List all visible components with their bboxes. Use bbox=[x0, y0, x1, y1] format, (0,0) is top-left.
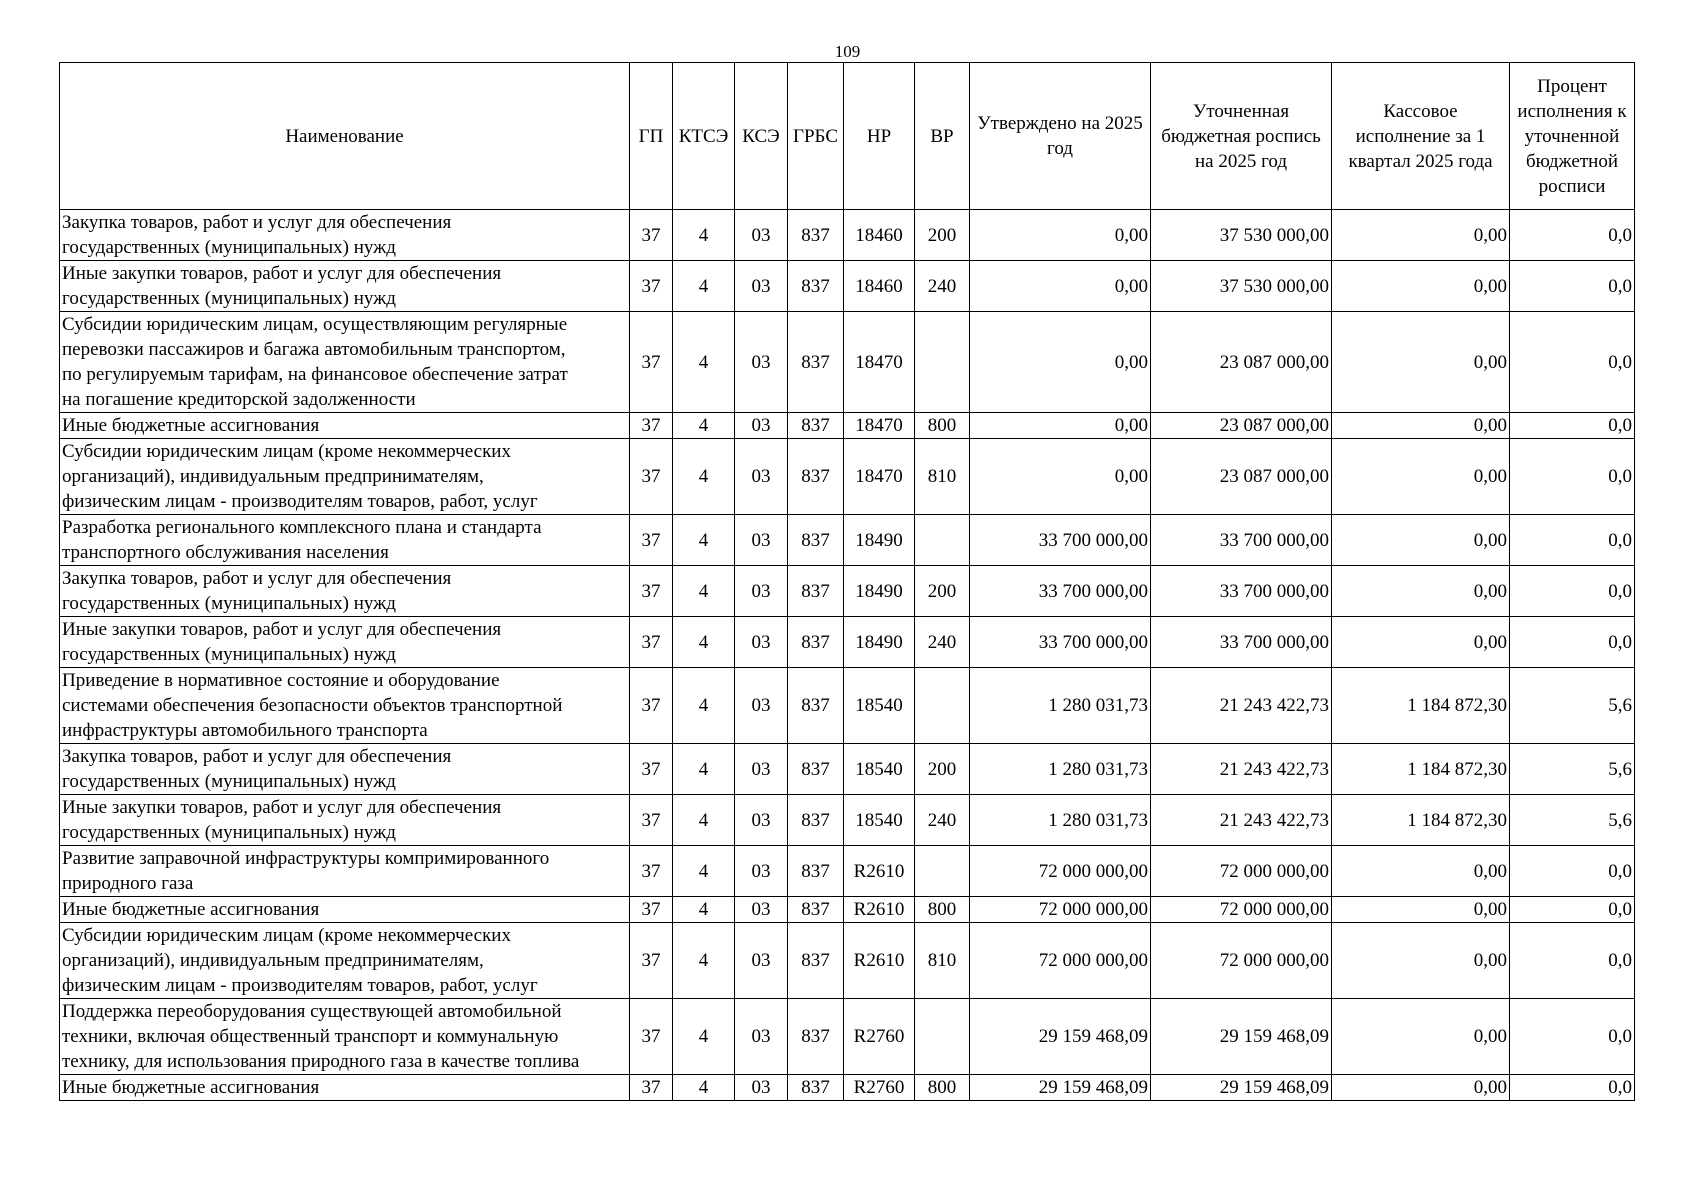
cell-vr: 800 bbox=[915, 413, 970, 439]
cell-cash: 0,00 bbox=[1332, 923, 1510, 999]
cell-ktse: 4 bbox=[673, 1075, 735, 1101]
cell-approved: 33 700 000,00 bbox=[970, 515, 1151, 566]
cell-cash: 0,00 bbox=[1332, 897, 1510, 923]
cell-kse: 03 bbox=[735, 999, 788, 1075]
cell-grbs: 837 bbox=[788, 897, 844, 923]
cell-vr: 200 bbox=[915, 210, 970, 261]
cell-name: Иные закупки товаров, работ и услуг для обеспечения государственных (муниципальных) нужд bbox=[60, 795, 630, 846]
cell-approved: 72 000 000,00 bbox=[970, 846, 1151, 897]
table-header-row bbox=[60, 63, 1635, 210]
cell-approved: 1 280 031,73 bbox=[970, 795, 1151, 846]
cell-cash: 0,00 bbox=[1332, 566, 1510, 617]
cell-nr: 18540 bbox=[844, 744, 915, 795]
cell-ktse: 4 bbox=[673, 744, 735, 795]
cell-grbs: 837 bbox=[788, 566, 844, 617]
cell-kse: 03 bbox=[735, 846, 788, 897]
cell-percent: 0,0 bbox=[1510, 261, 1635, 312]
cell-ktse: 4 bbox=[673, 897, 735, 923]
cell-gp: 37 bbox=[630, 897, 673, 923]
cell-ktse: 4 bbox=[673, 999, 735, 1075]
header-ktse: КТСЭ bbox=[673, 63, 735, 210]
cell-ktse: 4 bbox=[673, 795, 735, 846]
cell-kse: 03 bbox=[735, 515, 788, 566]
cell-vr: 240 bbox=[915, 261, 970, 312]
cell-gp: 37 bbox=[630, 795, 673, 846]
cell-nr: 18460 bbox=[844, 210, 915, 261]
cell-kse: 03 bbox=[735, 566, 788, 617]
cell-nr: 18490 bbox=[844, 566, 915, 617]
cell-ktse: 4 bbox=[673, 210, 735, 261]
table-row bbox=[60, 261, 1635, 312]
table-row bbox=[60, 566, 1635, 617]
cell-name: Разработка регионального комплексного плана и стандарта транспортного обслуживания населения bbox=[60, 515, 630, 566]
cell-grbs: 837 bbox=[788, 413, 844, 439]
cell-kse: 03 bbox=[735, 923, 788, 999]
cell-grbs: 837 bbox=[788, 1075, 844, 1101]
cell-vr bbox=[915, 312, 970, 413]
cell-kse: 03 bbox=[735, 312, 788, 413]
cell-ktse: 4 bbox=[673, 617, 735, 668]
cell-kse: 03 bbox=[735, 744, 788, 795]
cell-kse: 03 bbox=[735, 617, 788, 668]
cell-approved: 72 000 000,00 bbox=[970, 897, 1151, 923]
cell-refined: 33 700 000,00 bbox=[1151, 566, 1332, 617]
cell-gp: 37 bbox=[630, 846, 673, 897]
cell-percent: 0,0 bbox=[1510, 999, 1635, 1075]
cell-grbs: 837 bbox=[788, 795, 844, 846]
cell-cash: 0,00 bbox=[1332, 846, 1510, 897]
cell-refined: 23 087 000,00 bbox=[1151, 312, 1332, 413]
header-nr: НР bbox=[844, 63, 915, 210]
cell-approved: 72 000 000,00 bbox=[970, 923, 1151, 999]
cell-percent: 0,0 bbox=[1510, 846, 1635, 897]
cell-cash: 0,00 bbox=[1332, 261, 1510, 312]
cell-name: Субсидии юридическим лицам (кроме некоммерческих организаций), индивидуальным предпринимателям, физическим лицам - производителям товаров, работ, услуг bbox=[60, 439, 630, 515]
cell-cash: 1 184 872,30 bbox=[1332, 795, 1510, 846]
cell-percent: 0,0 bbox=[1510, 617, 1635, 668]
cell-ktse: 4 bbox=[673, 566, 735, 617]
cell-ktse: 4 bbox=[673, 668, 735, 744]
cell-grbs: 837 bbox=[788, 999, 844, 1075]
cell-approved: 0,00 bbox=[970, 312, 1151, 413]
cell-percent: 5,6 bbox=[1510, 668, 1635, 744]
cell-grbs: 837 bbox=[788, 668, 844, 744]
cell-percent: 5,6 bbox=[1510, 744, 1635, 795]
table-row bbox=[60, 999, 1635, 1075]
cell-nr: 18470 bbox=[844, 439, 915, 515]
cell-cash: 0,00 bbox=[1332, 515, 1510, 566]
cell-grbs: 837 bbox=[788, 439, 844, 515]
cell-vr: 200 bbox=[915, 566, 970, 617]
cell-percent: 0,0 bbox=[1510, 210, 1635, 261]
cell-ktse: 4 bbox=[673, 439, 735, 515]
table-row bbox=[60, 846, 1635, 897]
cell-gp: 37 bbox=[630, 668, 673, 744]
cell-name: Закупка товаров, работ и услуг для обеспечения государственных (муниципальных) нужд bbox=[60, 210, 630, 261]
cell-name: Иные бюджетные ассигнования bbox=[60, 413, 630, 439]
table-row bbox=[60, 923, 1635, 999]
cell-cash: 0,00 bbox=[1332, 210, 1510, 261]
header-percent: Процент исполнения к уточненной бюджетной росписи bbox=[1510, 63, 1635, 210]
header-kse: КСЭ bbox=[735, 63, 788, 210]
cell-approved: 0,00 bbox=[970, 439, 1151, 515]
cell-nr: 18490 bbox=[844, 515, 915, 566]
table-row bbox=[60, 668, 1635, 744]
cell-gp: 37 bbox=[630, 515, 673, 566]
cell-refined: 23 087 000,00 bbox=[1151, 413, 1332, 439]
cell-gp: 37 bbox=[630, 413, 673, 439]
cell-vr bbox=[915, 668, 970, 744]
cell-vr bbox=[915, 846, 970, 897]
cell-ktse: 4 bbox=[673, 261, 735, 312]
cell-gp: 37 bbox=[630, 744, 673, 795]
cell-gp: 37 bbox=[630, 923, 673, 999]
cell-refined: 23 087 000,00 bbox=[1151, 439, 1332, 515]
cell-nr: 18540 bbox=[844, 795, 915, 846]
cell-gp: 37 bbox=[630, 1075, 673, 1101]
cell-gp: 37 bbox=[630, 312, 673, 413]
cell-refined: 33 700 000,00 bbox=[1151, 515, 1332, 566]
cell-vr: 240 bbox=[915, 617, 970, 668]
cell-percent: 0,0 bbox=[1510, 1075, 1635, 1101]
cell-percent: 0,0 bbox=[1510, 413, 1635, 439]
table-row bbox=[60, 413, 1635, 439]
table-row bbox=[60, 312, 1635, 413]
cell-name: Иные бюджетные ассигнования bbox=[60, 897, 630, 923]
cell-refined: 72 000 000,00 bbox=[1151, 846, 1332, 897]
cell-percent: 5,6 bbox=[1510, 795, 1635, 846]
cell-refined: 37 530 000,00 bbox=[1151, 261, 1332, 312]
cell-cash: 0,00 bbox=[1332, 413, 1510, 439]
cell-vr: 810 bbox=[915, 923, 970, 999]
cell-vr bbox=[915, 999, 970, 1075]
cell-nr: R2610 bbox=[844, 846, 915, 897]
cell-nr: 18470 bbox=[844, 413, 915, 439]
header-name: Наименование bbox=[60, 63, 630, 210]
cell-ktse: 4 bbox=[673, 515, 735, 566]
table-row bbox=[60, 897, 1635, 923]
cell-name: Иные закупки товаров, работ и услуг для обеспечения государственных (муниципальных) нужд bbox=[60, 261, 630, 312]
cell-nr: 18540 bbox=[844, 668, 915, 744]
table-row bbox=[60, 617, 1635, 668]
cell-refined: 72 000 000,00 bbox=[1151, 897, 1332, 923]
cell-nr: R2610 bbox=[844, 897, 915, 923]
cell-approved: 0,00 bbox=[970, 261, 1151, 312]
cell-nr: 18470 bbox=[844, 312, 915, 413]
header-grbs: ГРБС bbox=[788, 63, 844, 210]
cell-cash: 0,00 bbox=[1332, 999, 1510, 1075]
cell-nr: 18460 bbox=[844, 261, 915, 312]
cell-approved: 0,00 bbox=[970, 413, 1151, 439]
header-approved: Утверждено на 2025 год bbox=[970, 63, 1151, 210]
table-row bbox=[60, 210, 1635, 261]
table-row bbox=[60, 1075, 1635, 1101]
cell-approved: 1 280 031,73 bbox=[970, 668, 1151, 744]
cell-gp: 37 bbox=[630, 439, 673, 515]
cell-refined: 37 530 000,00 bbox=[1151, 210, 1332, 261]
cell-cash: 0,00 bbox=[1332, 1075, 1510, 1101]
cell-approved: 29 159 468,09 bbox=[970, 999, 1151, 1075]
cell-vr: 200 bbox=[915, 744, 970, 795]
cell-cash: 0,00 bbox=[1332, 617, 1510, 668]
cell-refined: 29 159 468,09 bbox=[1151, 1075, 1332, 1101]
header-gp: ГП bbox=[630, 63, 673, 210]
cell-cash: 1 184 872,30 bbox=[1332, 744, 1510, 795]
cell-ktse: 4 bbox=[673, 846, 735, 897]
cell-refined: 33 700 000,00 bbox=[1151, 617, 1332, 668]
cell-percent: 0,0 bbox=[1510, 515, 1635, 566]
cell-vr: 240 bbox=[915, 795, 970, 846]
cell-gp: 37 bbox=[630, 210, 673, 261]
cell-approved: 33 700 000,00 bbox=[970, 566, 1151, 617]
cell-ktse: 4 bbox=[673, 923, 735, 999]
cell-grbs: 837 bbox=[788, 617, 844, 668]
cell-approved: 0,00 bbox=[970, 210, 1151, 261]
cell-cash: 0,00 bbox=[1332, 439, 1510, 515]
cell-kse: 03 bbox=[735, 897, 788, 923]
cell-vr: 810 bbox=[915, 439, 970, 515]
cell-cash: 0,00 bbox=[1332, 312, 1510, 413]
table-row bbox=[60, 795, 1635, 846]
cell-refined: 21 243 422,73 bbox=[1151, 668, 1332, 744]
cell-vr: 800 bbox=[915, 1075, 970, 1101]
cell-kse: 03 bbox=[735, 795, 788, 846]
cell-name: Субсидии юридическим лицам, осуществляющим регулярные перевозки пассажиров и багажа автомобильным транспортом, по регулируемым тарифам, на финансовое обеспечение затрат на погашение кредиторской задолженности bbox=[60, 312, 630, 413]
cell-nr: R2610 bbox=[844, 923, 915, 999]
cell-refined: 72 000 000,00 bbox=[1151, 923, 1332, 999]
cell-ktse: 4 bbox=[673, 312, 735, 413]
cell-gp: 37 bbox=[630, 261, 673, 312]
cell-percent: 0,0 bbox=[1510, 312, 1635, 413]
cell-grbs: 837 bbox=[788, 846, 844, 897]
cell-grbs: 837 bbox=[788, 210, 844, 261]
cell-kse: 03 bbox=[735, 439, 788, 515]
header-vr: ВР bbox=[915, 63, 970, 210]
table-row bbox=[60, 439, 1635, 515]
table-row bbox=[60, 515, 1635, 566]
cell-approved: 33 700 000,00 bbox=[970, 617, 1151, 668]
cell-name: Приведение в нормативное состояние и оборудование системами обеспечения безопасности объектов транспортной инфраструктуры автомобильного транспорта bbox=[60, 668, 630, 744]
cell-cash: 1 184 872,30 bbox=[1332, 668, 1510, 744]
cell-grbs: 837 bbox=[788, 312, 844, 413]
cell-grbs: 837 bbox=[788, 515, 844, 566]
cell-grbs: 837 bbox=[788, 923, 844, 999]
cell-approved: 29 159 468,09 bbox=[970, 1075, 1151, 1101]
cell-nr: 18490 bbox=[844, 617, 915, 668]
cell-name: Поддержка переоборудования существующей автомобильной техники, включая общественный транспорт и коммунальную технику, для использования природного газа в качестве топлива bbox=[60, 999, 630, 1075]
cell-kse: 03 bbox=[735, 668, 788, 744]
header-cash: Кассовое исполнение за 1 квартал 2025 года bbox=[1332, 63, 1510, 210]
cell-name: Иные бюджетные ассигнования bbox=[60, 1075, 630, 1101]
cell-name: Иные закупки товаров, работ и услуг для обеспечения государственных (муниципальных) нужд bbox=[60, 617, 630, 668]
cell-gp: 37 bbox=[630, 566, 673, 617]
cell-ktse: 4 bbox=[673, 413, 735, 439]
cell-percent: 0,0 bbox=[1510, 439, 1635, 515]
cell-kse: 03 bbox=[735, 261, 788, 312]
cell-grbs: 837 bbox=[788, 261, 844, 312]
cell-gp: 37 bbox=[630, 999, 673, 1075]
cell-grbs: 837 bbox=[788, 744, 844, 795]
cell-kse: 03 bbox=[735, 210, 788, 261]
cell-name: Закупка товаров, работ и услуг для обеспечения государственных (муниципальных) нужд bbox=[60, 566, 630, 617]
cell-percent: 0,0 bbox=[1510, 897, 1635, 923]
cell-vr bbox=[915, 515, 970, 566]
cell-name: Развитие заправочной инфраструктуры компримированного природного газа bbox=[60, 846, 630, 897]
cell-kse: 03 bbox=[735, 413, 788, 439]
cell-nr: R2760 bbox=[844, 999, 915, 1075]
cell-percent: 0,0 bbox=[1510, 566, 1635, 617]
cell-approved: 1 280 031,73 bbox=[970, 744, 1151, 795]
page-number: 109 bbox=[834, 42, 861, 61]
cell-refined: 21 243 422,73 bbox=[1151, 795, 1332, 846]
cell-name: Субсидии юридическим лицам (кроме некоммерческих организаций), индивидуальным предпринимателям, физическим лицам - производителям товаров, работ, услуг bbox=[60, 923, 630, 999]
budget-table bbox=[59, 62, 1635, 1101]
cell-nr: R2760 bbox=[844, 1075, 915, 1101]
table-body bbox=[60, 210, 1635, 1101]
cell-percent: 0,0 bbox=[1510, 923, 1635, 999]
cell-name: Закупка товаров, работ и услуг для обеспечения государственных (муниципальных) нужд bbox=[60, 744, 630, 795]
cell-gp: 37 bbox=[630, 617, 673, 668]
cell-refined: 21 243 422,73 bbox=[1151, 744, 1332, 795]
cell-kse: 03 bbox=[735, 1075, 788, 1101]
cell-vr: 800 bbox=[915, 897, 970, 923]
table-row bbox=[60, 744, 1635, 795]
header-refined: Уточненная бюджетная роспись на 2025 год bbox=[1151, 63, 1332, 210]
cell-refined: 29 159 468,09 bbox=[1151, 999, 1332, 1075]
